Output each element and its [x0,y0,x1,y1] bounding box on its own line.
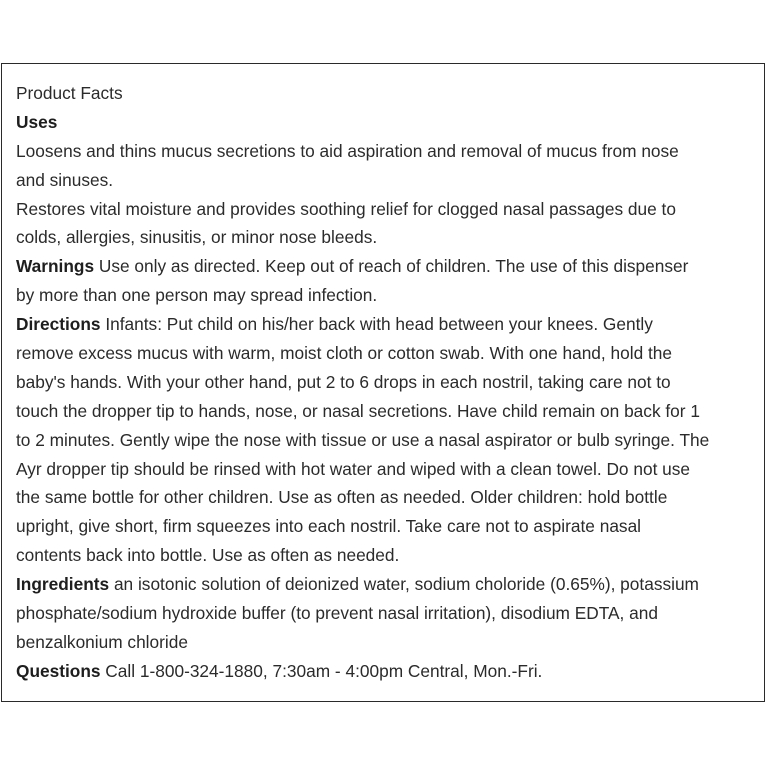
directions-line: to 2 minutes. Gently wipe the nose with tissue or use a nasal aspirator or bulb syringe. The [16,429,710,450]
ingredients-line: phosphate/sodium hydroxide buffer (to prevent nasal irritation), disodium EDTA, and [16,603,658,624]
uses-line: Restores vital moisture and provides soothing relief for clogged nasal passages due to [16,198,676,219]
questions-text: Call 1-800-324-1880, 7:30am - 4:00pm Central, Mon.-Fri. [100,660,543,681]
product-facts-title: Product Facts [16,83,123,103]
ingredients-heading: Ingredients [16,574,110,595]
warnings-line: by more than one person may spread infection. [16,285,378,306]
warnings-heading: Warnings [16,256,95,277]
product-facts-content [16,79,766,686]
uses-line: colds, allergies, sinusitis, or minor nose bleeds. [16,227,378,248]
directions-first-line [16,310,766,339]
directions-line: the same bottle for other children. Use as often as needed. Older children: hold bottle [16,487,668,508]
ingredients-line: benzalkonium chloride [16,631,188,652]
directions-text: Infants: Put child on his/her back with head between your knees. Gently [100,314,653,335]
questions-line [16,657,766,686]
directions-line: remove excess mucus with warm, moist cloth or cotton swab. With one hand, hold the [16,343,673,364]
directions-line: baby's hands. With your other hand, put 2 to 6 drops in each nostril, taking care not to [16,371,671,392]
questions-heading: Questions [16,660,101,681]
directions-line: touch the dropper tip to hands, nose, or nasal secretions. Have child remain on back for 1 [16,400,700,421]
uses-line: Loosens and thins mucus secretions to aid aspiration and removal of mucus from nose [16,140,679,161]
ingredients-first-line [16,570,766,599]
warnings-first-line [16,252,766,281]
ingredients-text: an isotonic solution of deionized water, sodium choloride (0.65%), potassium [109,574,699,595]
uses-heading: Uses [16,111,58,132]
uses-line: and sinuses. [16,169,114,190]
directions-line: upright, give short, firm squeezes into each nostril. Take care not to aspirate nasal [16,516,642,537]
directions-line: Ayr dropper tip should be rinsed with hot water and wiped with a clean towel. Do not use [16,458,691,479]
directions-heading: Directions [16,314,101,335]
warnings-text: Use only as directed. Keep out of reach of children. The use of this dispenser [94,256,689,277]
directions-line: contents back into bottle. Use as often as needed. [16,545,400,566]
